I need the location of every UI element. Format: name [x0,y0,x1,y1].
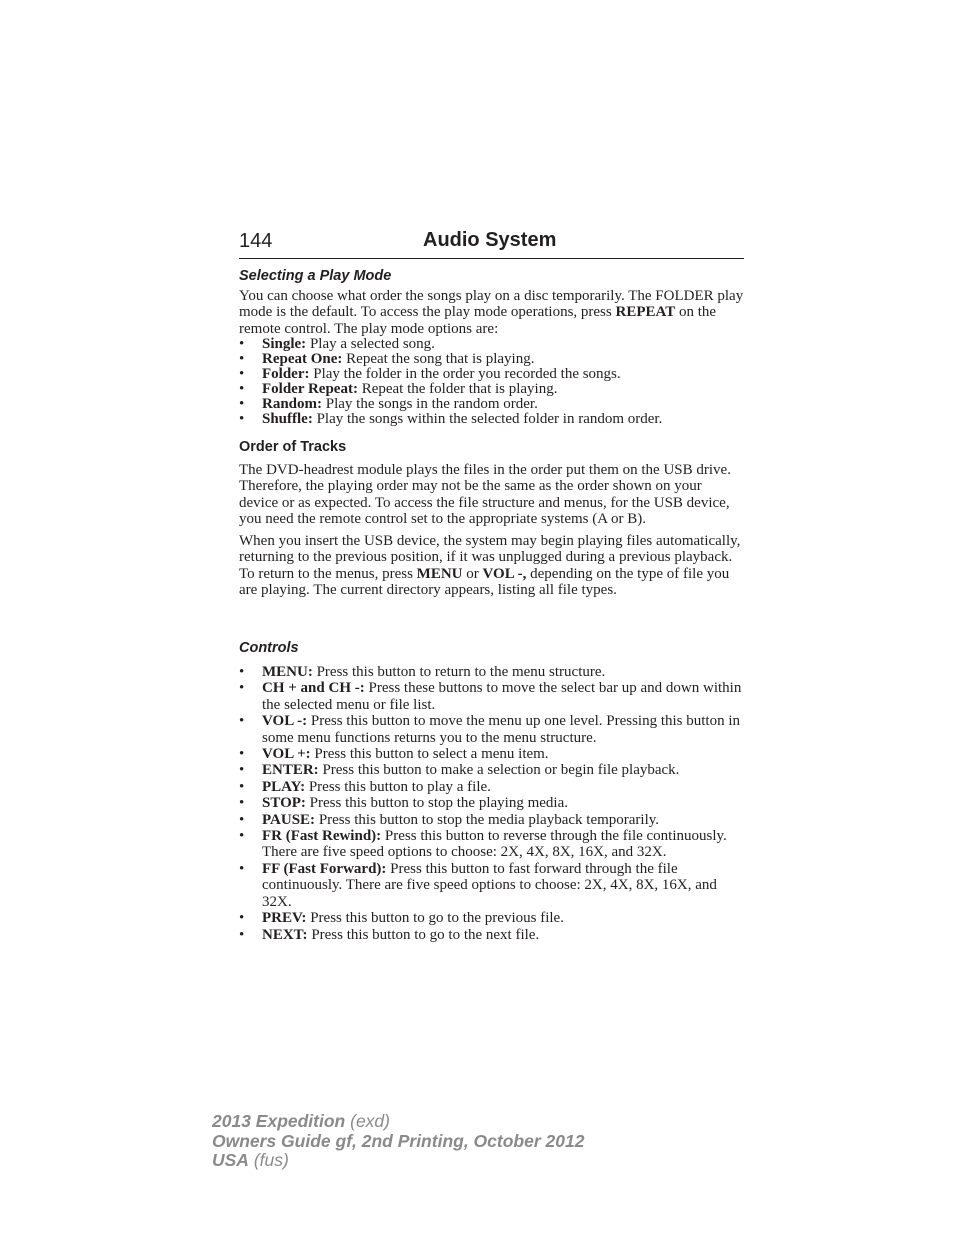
list-item: • Folder: Play the folder in the order you recorded the songs. [239,366,621,383]
intro-bold-repeat: REPEAT [615,304,676,321]
list-item: • STOP: Press this button to stop the playing media. [239,795,568,812]
section-title: Audio System [423,229,557,251]
page-header [239,228,744,259]
order-of-tracks-section [239,438,744,598]
list-item: • CH + and CH -: Press these buttons to move the select bar up and down within the selected menu or file list. [239,680,742,713]
footer-line-2: Owners Guide gf, 2nd Printing, October 2012 [212,1130,585,1151]
list-item: • VOL -: Press this button to move the menu up one level. Pressing this button in some menu functions returns you to the menu structure. [239,713,741,746]
controls-heading: Controls [239,640,299,656]
list-item: • Single: Play a selected song. [239,335,435,352]
controls-list [239,664,744,943]
bold-menu: MENU [416,565,463,582]
list-item: • PREV: Press this button to go to the previous file. [239,910,564,927]
play-mode-intro [239,288,744,337]
list-item: • NEXT: Press this button to go to the next file. [239,926,540,943]
list-item: • VOL +: Press this button to select a menu item. [239,746,549,763]
order-of-tracks-heading: Order of Tracks [239,439,347,455]
page-number: 144 [239,230,273,252]
list-item: • ENTER: Press this button to make a selection or begin file playback. [239,762,680,779]
list-item: • FR (Fast Rewind): Press this button to reverse through the file continuously. There are five speed options to choose: 2X, 4X, 8X, 16X, and 32X. [239,828,727,861]
intro-text-2: on the remote control. The play mode options are: [239,304,717,337]
bold-vol-minus: VOL -, [482,565,527,582]
list-item: • PAUSE: Press this button to stop the media playback temporarily. [239,811,660,828]
intro-text-1: You can choose what order the songs play on a disc temporarily. The FOLDER play mode is the default. To access the play mode operations, press [239,288,744,321]
list-item: • Shuffle: Play the songs within the selected folder in random order. [239,411,663,428]
list-item: • Random: Play the songs in the random order. [239,396,538,413]
footer-line-1: 2013 Expedition (exd) [212,1111,390,1131]
controls-section [239,639,744,943]
list-item: • MENU: Press this button to return to the menu structure. [239,664,606,680]
list-item: • Folder Repeat: Repeat the folder that is playing. [239,381,558,398]
list-item: • PLAY: Press this button to play a file. [239,778,491,795]
page-footer [212,1112,584,1171]
list-item: • Repeat One: Repeat the song that is playing. [239,350,535,367]
footer-line-3: USA (fus) [212,1150,289,1170]
play-mode-heading: Selecting a Play Mode [239,268,392,284]
order-para-1: The DVD-headrest module plays the files in the order put them on the USB drive. Therefore, the playing order may not be the same as the order shown on your device or as expected. To access the file structure and menus, for the USB device, you need the remote control set to the appropriate systems (A or B). [239,462,731,527]
play-mode-list [239,337,744,428]
order-para-2: When you insert the USB device, the system may begin playing files automatically, returning to the previous position, if it was unplugged during a previous playback. To return to the menus, press MENU or VOL -, depending on the type of file you are playing. The current directory appears, listing all file types. [239,533,741,599]
list-item: • FF (Fast Forward): Press this button to fast forward through the file continuously. There are five speed options to choose: 2X, 4X, 8X, 16X, and 32X. [239,860,717,910]
play-mode-section [239,267,744,427]
